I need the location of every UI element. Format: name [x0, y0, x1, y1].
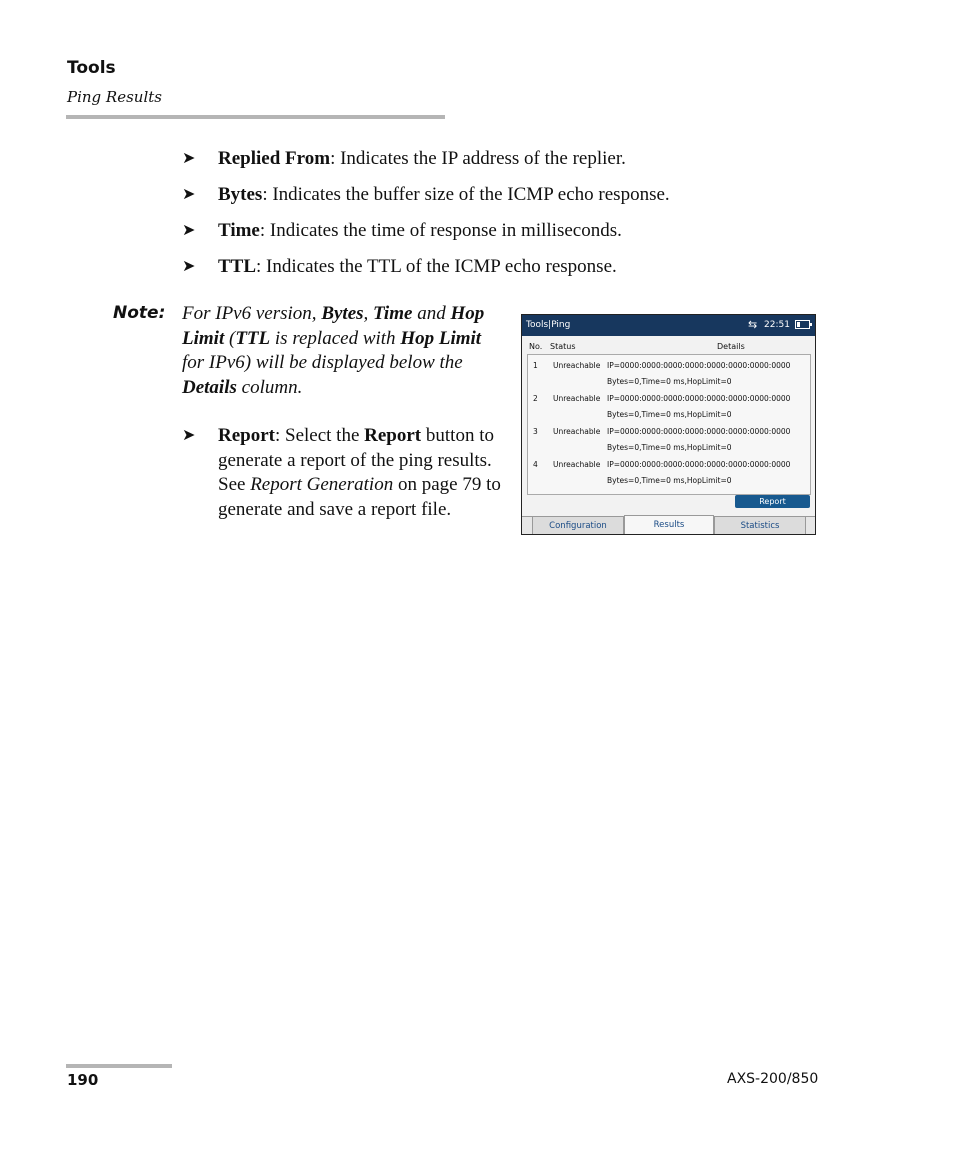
row-info: Bytes=0,Time=0 ms,HopLimit=0 — [607, 476, 732, 485]
report-generation-link[interactable]: Report Generation — [250, 474, 394, 495]
row-info: Bytes=0,Time=0 ms,HopLimit=0 — [607, 410, 732, 419]
row-ip: IP=0000:0000:0000:0000:0000:0000:0000:0000 — [607, 394, 791, 403]
arrow-icon: ➤ — [182, 222, 196, 239]
footer-divider — [66, 1064, 172, 1068]
arrow-icon: ➤ — [182, 258, 196, 275]
tab-statistics[interactable]: Statistics — [714, 517, 806, 535]
battery-icon — [795, 320, 810, 329]
tab-results[interactable]: Results — [624, 515, 714, 535]
bullet-term: Replied From — [218, 148, 331, 169]
page-number: 190 — [67, 1071, 99, 1089]
product-model: AXS-200/850 — [727, 1071, 819, 1087]
bullet-term: Time — [218, 220, 260, 241]
bullet-term: TTL — [218, 256, 257, 277]
row-ip: IP=0000:0000:0000:0000:0000:0000:0000:0000 — [607, 460, 791, 469]
row-status: Unreachable — [553, 427, 601, 436]
row-no: 4 — [533, 460, 538, 469]
row-info: Bytes=0,Time=0 ms,HopLimit=0 — [607, 443, 732, 452]
row-ip: IP=0000:0000:0000:0000:0000:0000:0000:0000 — [607, 361, 791, 370]
row-ip: IP=0000:0000:0000:0000:0000:0000:0000:0000 — [607, 427, 791, 436]
col-header-no: No. — [529, 342, 543, 351]
device-clock: 22:51 — [764, 320, 790, 330]
note-text: For IPv6 version, Bytes, Time and Hop Limit (TTL is replaced with Hop Limit for IPv6) will be displayed below the Details column. — [182, 303, 485, 398]
sync-arrows-icon: ⇆ — [748, 318, 758, 331]
row-no: 1 — [533, 361, 538, 370]
bullet-desc: : Indicates the time of response in milliseconds. — [259, 220, 622, 241]
bullet-desc: : Indicates the buffer size of the ICMP echo response. — [262, 184, 670, 205]
arrow-icon: ➤ — [182, 186, 196, 203]
arrow-icon: ➤ — [182, 427, 196, 444]
bullet-desc: : Indicates the IP address of the replier. — [330, 148, 626, 169]
bullet-term: Bytes — [218, 184, 263, 205]
arrow-icon: ➤ — [182, 150, 196, 167]
bullet-desc: : Indicates the TTL of the ICMP echo response. — [256, 256, 617, 277]
row-no: 3 — [533, 427, 538, 436]
device-title-bar — [522, 315, 815, 336]
ping-results-screenshot — [521, 314, 816, 535]
tab-configuration[interactable]: Configuration — [532, 517, 624, 535]
row-status: Unreachable — [553, 361, 601, 370]
note-label: Note: — [113, 303, 166, 323]
results-table — [527, 354, 811, 495]
row-status: Unreachable — [553, 460, 601, 469]
section-title: Tools — [67, 58, 116, 78]
device-title: Tools|Ping — [526, 320, 571, 330]
row-info: Bytes=0,Time=0 ms,HopLimit=0 — [607, 377, 732, 386]
row-no: 2 — [533, 394, 538, 403]
header-divider — [66, 115, 445, 119]
report-button[interactable]: Report — [735, 495, 810, 508]
col-header-details: Details — [717, 342, 745, 351]
row-status: Unreachable — [553, 394, 601, 403]
subsection-title: Ping Results — [67, 88, 162, 106]
tab-bar — [522, 516, 815, 535]
col-header-status: Status — [550, 342, 576, 351]
